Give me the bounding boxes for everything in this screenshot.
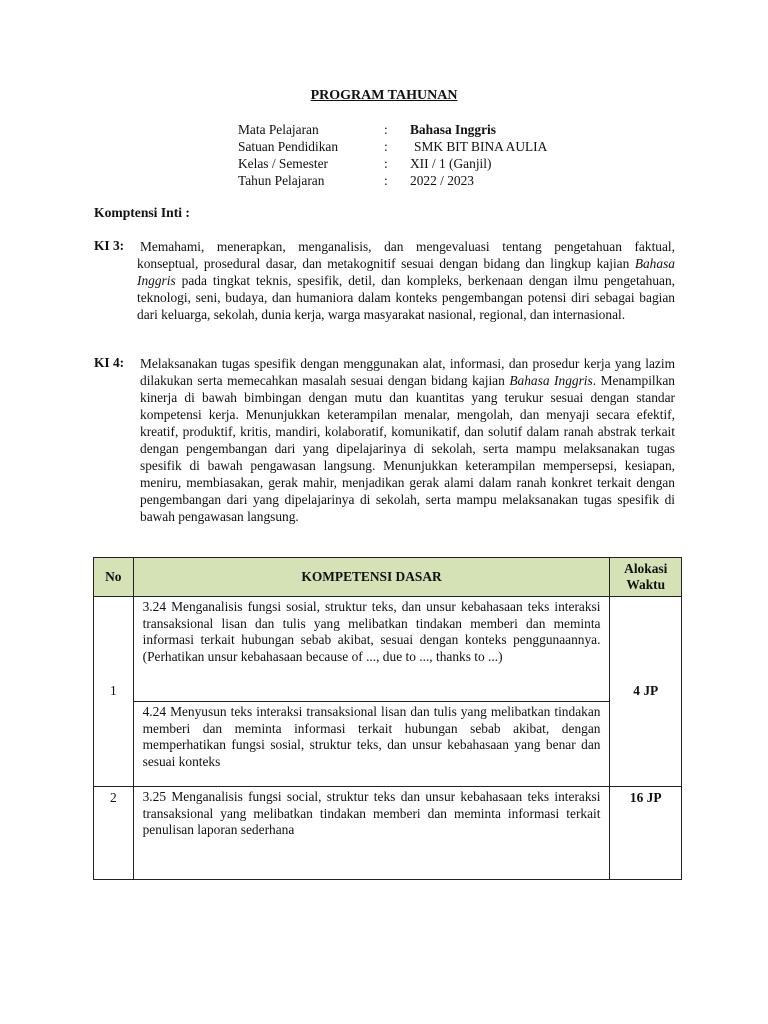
ki3-block (94, 238, 675, 323)
kd-item: 3.25 Menganalisis fungsi social, struktur teks dan unsur kebahasaan teks interaksi transaksional yang melibatkan tindakan memberi dan meminta informasi terkait penulisan laporan sederhana (142, 789, 601, 837)
ki4-text-italic: Bahasa Inggris (509, 373, 593, 388)
ki3-text-italic: Bahasa Inggris (137, 256, 675, 288)
kd-item: 4.24 Menyusun teks interaksi transaksional lisan dan tulis yang melibatkan tindakan memberi dan meminta informasi terkait hubungan sebab akibat, dengan memperhatikan fungsi sosial, struktur teks, dan unsur kebahasaan yang benar dan sesuai konteks (134, 701, 610, 786)
meta-label: Mata Pelajaran (238, 122, 319, 137)
kompetensi-dasar-table (93, 557, 682, 880)
meta-info (238, 121, 547, 189)
table-row (94, 597, 682, 787)
kd-cell (133, 597, 610, 787)
meta-value: SMK BIT BINA AULIA (414, 139, 548, 154)
row-number: 1 (94, 597, 134, 787)
table-header-row (94, 558, 682, 597)
meta-label: Kelas / Semester (238, 156, 328, 171)
alokasi-cell: 4 JP (610, 597, 682, 787)
ki3-label: KI 3: (94, 238, 125, 253)
meta-colon: : (384, 173, 388, 188)
header-alokasi-waktu: Alokasi Waktu (610, 558, 682, 597)
ki4-text-b: . Menampilkan kinerja di bawah bimbingan dengan mutu dan kuantitas yang terukur sesuai dengan standar kompetensi kerja. Menunjukkan keterampilan menalar, mengolah, dan menyaji secara efektif, kreatif, produktif, kritis, mandiri, kolaboratif, komunikatif, dan solutif dalam ranah abstrak terkait dengan pengembangan dari yang dipelajarinya di sekolah, serta mampu melaksanakan tugas spesifik di bawah pengawasan langsung. Menunjukkan keterampilan mempersepsi, kesiapan, meniru, membiasakan, gerak mahir, menjadikan gerak alami dalam ranah konkret terkait dengan pengembangan dari yang dipelajarinya di sekolah, serta mampu melaksanakan tugas spesifik di bawah pengawasan langsung. (140, 373, 675, 524)
ki3-text (137, 238, 675, 323)
table-row (94, 787, 682, 880)
meta-row-school (238, 138, 547, 155)
meta-value: XII / 1 (Ganjil) (410, 156, 492, 171)
meta-value: 2022 / 2023 (410, 173, 474, 188)
meta-colon: : (384, 156, 388, 171)
ki3-text-b: pada tingkat teknis, spesifik, detil, dan kompleks, berkenaan dengan ilmu pengetahuan, teknologi, seni, budaya, dan humaniora dalam konteks pengembangan potensi diri sebagai bagian dari keluarga, sekolah, dunia kerja, warga masyarakat nasional, regional, dan internasional. (137, 273, 675, 322)
kd-cell (133, 787, 610, 880)
meta-value: Bahasa Inggris (410, 122, 496, 137)
meta-label: Satuan Pendidikan (238, 139, 339, 154)
page-title: PROGRAM TAHUNAN (310, 88, 458, 103)
ki4-text (140, 355, 675, 525)
row-number: 2 (94, 787, 134, 880)
ki4-text-a: Melaksanakan tugas spesifik dengan menggunakan alat, informasi, dan prosedur kerja yang lazim dilakukan serta memecahkan masalah sesuai dengan bidang kajian (140, 356, 675, 388)
meta-colon: : (384, 122, 388, 137)
header-kompetensi-dasar: KOMPETENSI DASAR (133, 558, 610, 597)
ki3-text-a: Memahami, menerapkan, menganalisis, dan mengevaluasi tentang pengetahuan faktual, konseptual, prosedural dasar, dan metakognitif sesuai dengan bidang dan lingkup kajian (137, 239, 675, 271)
kd-item: 3.24 Menganalisis fungsi sosial, struktur teks, dan unsur kebahasaan teks interaksi transaksional lisan dan tulis yang melibatkan tindakan memberi dan meminta informasi terkait hubungan sebab akibat, sesuai dengan konteks penggunaannya. (Perhatikan unsur kebahasaan because of ..., due to ..., thanks to ...) (142, 599, 601, 664)
meta-row-class (238, 155, 547, 172)
meta-label: Tahun Pelajaran (238, 173, 325, 188)
komptensi-inti-heading: Komptensi Inti : (94, 205, 190, 220)
alokasi-cell: 16 JP (610, 787, 682, 880)
meta-row-subject (238, 121, 547, 138)
meta-row-year (238, 172, 547, 189)
meta-colon: : (384, 139, 388, 154)
header-no: No (94, 558, 134, 597)
ki4-block (94, 355, 675, 525)
ki4-label: KI 4: (94, 355, 125, 370)
